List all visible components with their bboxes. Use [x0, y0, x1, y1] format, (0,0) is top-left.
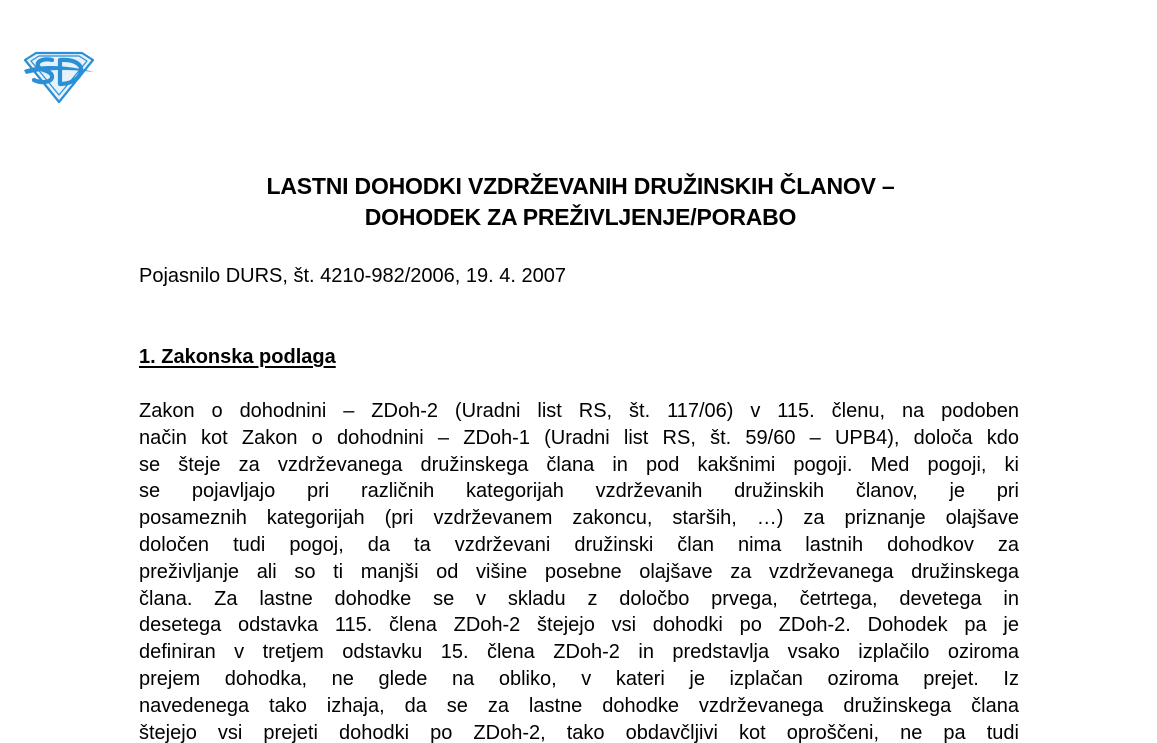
paragraph-line: se pojavljajo pri različnih kategorijah vzdrževanih družinskih članov, je pri — [139, 480, 1019, 503]
document-source-reference: Pojasnilo DURS, št. 4210-982/2006, 19. 4. 2007 — [139, 265, 566, 287]
sd-logo-icon — [22, 50, 96, 104]
paragraph-line: štejejo vsi prejeti dohodki po ZDoh-2, tako obdavčljivi kot oproščeni, ne pa tudi — [139, 721, 1019, 743]
paragraph-line: posameznih kategorijah (pri vzdrževanem zakoncu, starših, …) za priznanje olajšave — [139, 507, 1019, 530]
document-title-line-2: DOHODEK ZA PREŽIVLJENJE/PORABO — [364, 204, 797, 230]
paragraph-line: definiran v tretjem odstavku 15. člena ZDoh-2 in predstavlja vsako izplačilo oziroma — [139, 641, 1019, 664]
paragraph-line: se šteje za vzdrževanega družinskega člana in pod kakšnimi pogoji. Med pogoji, ki — [139, 453, 1019, 476]
paragraph-line: desetega odstavka 115. člena ZDoh-2 štejejo vsi dohodki po ZDoh-2. Dohodek pa je — [139, 614, 1019, 637]
paragraph-line: člana. Za lastne dohodke se v skladu z določbo prvega, četrtega, devetega in — [139, 587, 1019, 610]
paragraph-line: določen tudi pogoj, da ta vzdrževani družinski član nima lastnih dohodkov za — [139, 533, 1019, 556]
paragraph-line: način kot Zakon o dohodnini – ZDoh-1 (Uradni list RS, št. 59/60 – UPB4), določa kdo — [139, 426, 1019, 449]
paragraph-line: prejem dohodka, ne glede na obliko, v kateri je izplačan oziroma prejet. Iz — [139, 667, 1019, 690]
document-title-line-1: LASTNI DOHODKI VZDRŽEVANIH DRUŽINSKIH ČLANOV – — [266, 173, 895, 199]
paragraph-line: preživljanje ali so ti manjši od višine posebne olajšave za vzdrževanega družinskega — [139, 560, 1019, 583]
section-heading-legal-basis: 1. Zakonska podlaga — [139, 346, 336, 368]
paragraph-line: Zakon o dohodnini – ZDoh-2 (Uradni list RS, št. 117/06) v 115. členu, na podoben — [139, 400, 1019, 422]
paragraph-line: navedenega tako izhaja, da se za lastne dohodke vzdrževanega družinskega člana — [139, 694, 1019, 717]
section-body-paragraph — [139, 398, 1019, 743]
